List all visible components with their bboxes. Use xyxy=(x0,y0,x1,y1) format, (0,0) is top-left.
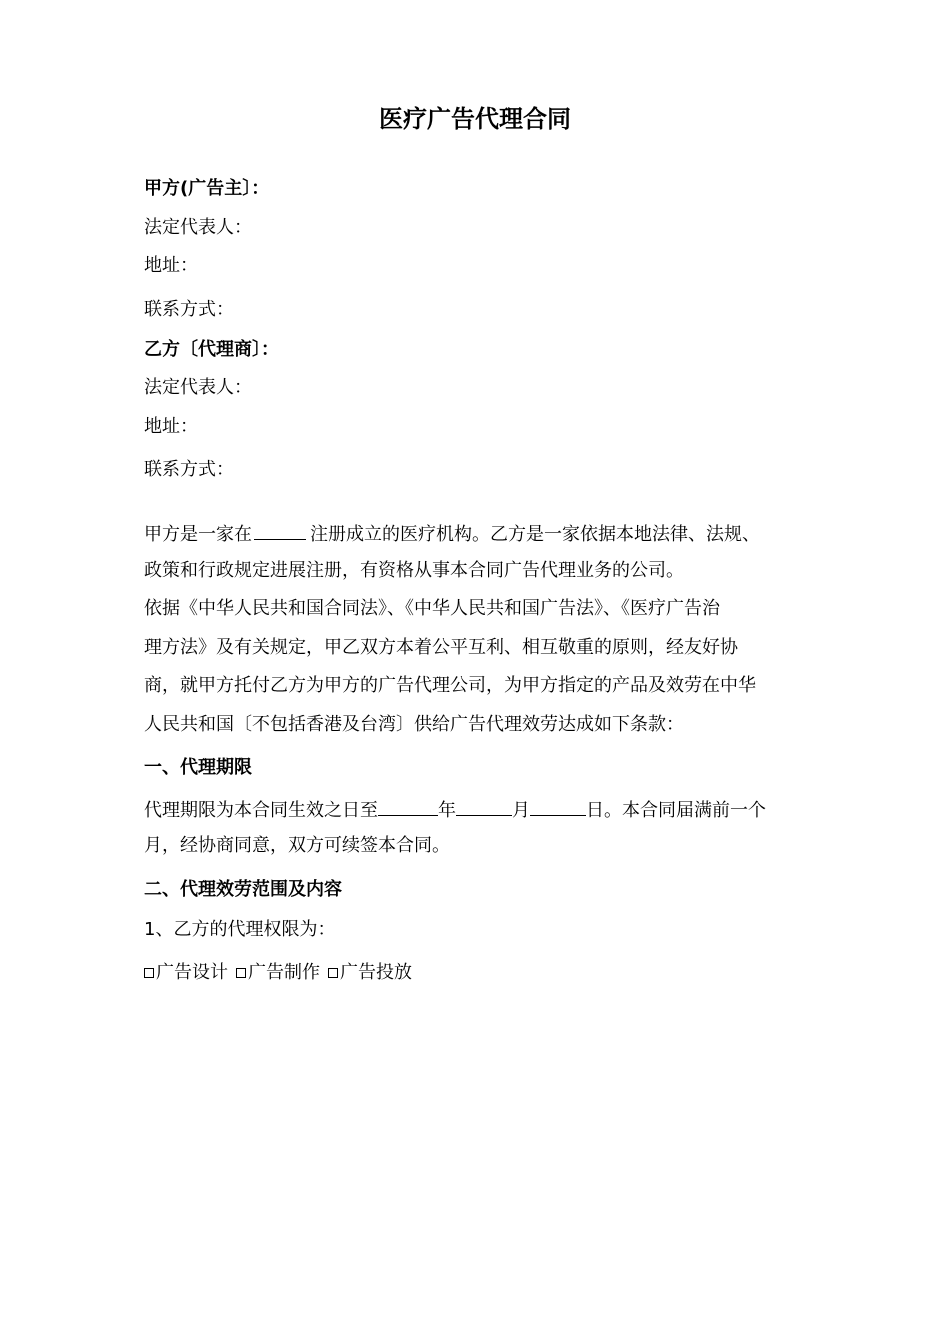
year-label: 年 xyxy=(438,800,456,821)
party-a-contact-label: 联系方式： xyxy=(144,299,234,320)
party-a-heading: 甲方(广告主〕： xyxy=(144,178,270,199)
intro-line-3: 依据《中华人民共和国合同法》、《中华人民共和国广告法》、《医疗广告治 xyxy=(144,598,720,619)
checkbox-icon[interactable] xyxy=(328,968,338,978)
option-ad-placement[interactable] xyxy=(328,962,412,983)
term-year-blank xyxy=(378,795,438,816)
option-label: 广告制作 xyxy=(248,962,320,983)
checkbox-icon[interactable] xyxy=(236,968,246,978)
authority-options xyxy=(144,960,420,986)
option-label: 广告投放 xyxy=(340,962,412,983)
registration-place-blank xyxy=(254,519,306,540)
intro-line-1-post: 注册成立的医疗机构。乙方是一家依据本地法律、法规、 xyxy=(310,524,760,545)
document-title: 医疗广告代理合同 xyxy=(379,105,571,133)
checkbox-icon[interactable] xyxy=(144,968,154,978)
party-a-address-label: 地址： xyxy=(144,255,198,276)
day-label: 日。本合同届满前一个 xyxy=(586,800,766,821)
intro-line-5: 商，就甲方托付乙方为甲方的广告代理公司，为甲方指定的产品及效劳在中华 xyxy=(144,675,756,696)
section-2-item-1: 1、乙方的代理权限为： xyxy=(144,919,336,940)
party-b-contact-label: 联系方式： xyxy=(144,459,234,480)
intro-line-6: 人民共和国〔不包括香港及台湾〕供给广告代理效劳达成如下条款： xyxy=(144,714,684,735)
intro-line-1 xyxy=(144,519,760,548)
section-1-line-2: 月，经协商同意，双方可续签本合同。 xyxy=(144,835,450,856)
term-end-label: 代理期限为本合同生效之日至 xyxy=(144,800,378,821)
term-day-blank xyxy=(530,795,586,816)
month-label: 月 xyxy=(512,800,530,821)
party-b-rep-label: 法定代表人： xyxy=(144,377,252,398)
section-1-heading: 一、代理期限 xyxy=(144,757,252,778)
term-month-blank xyxy=(456,795,512,816)
option-ad-design[interactable] xyxy=(144,962,228,983)
option-label: 广告设计 xyxy=(156,962,228,983)
party-a-rep-label: 法定代表人： xyxy=(144,217,252,238)
section-2-heading: 二、代理效劳范围及内容 xyxy=(144,879,342,900)
intro-line-1-pre: 甲方是一家在 xyxy=(144,524,252,545)
intro-line-2: 政策和行政规定进展注册，有资格从事本合同广告代理业务的公司。 xyxy=(144,560,684,581)
intro-line-4: 理方法》及有关规定，甲乙双方本着公平互利、相互敬重的原则，经友好协 xyxy=(144,637,738,658)
party-b-address-label: 地址： xyxy=(144,416,198,437)
party-b-heading: 乙方〔代理商〕： xyxy=(144,339,279,360)
option-ad-production[interactable] xyxy=(236,962,320,983)
section-1-line-1 xyxy=(144,795,766,824)
